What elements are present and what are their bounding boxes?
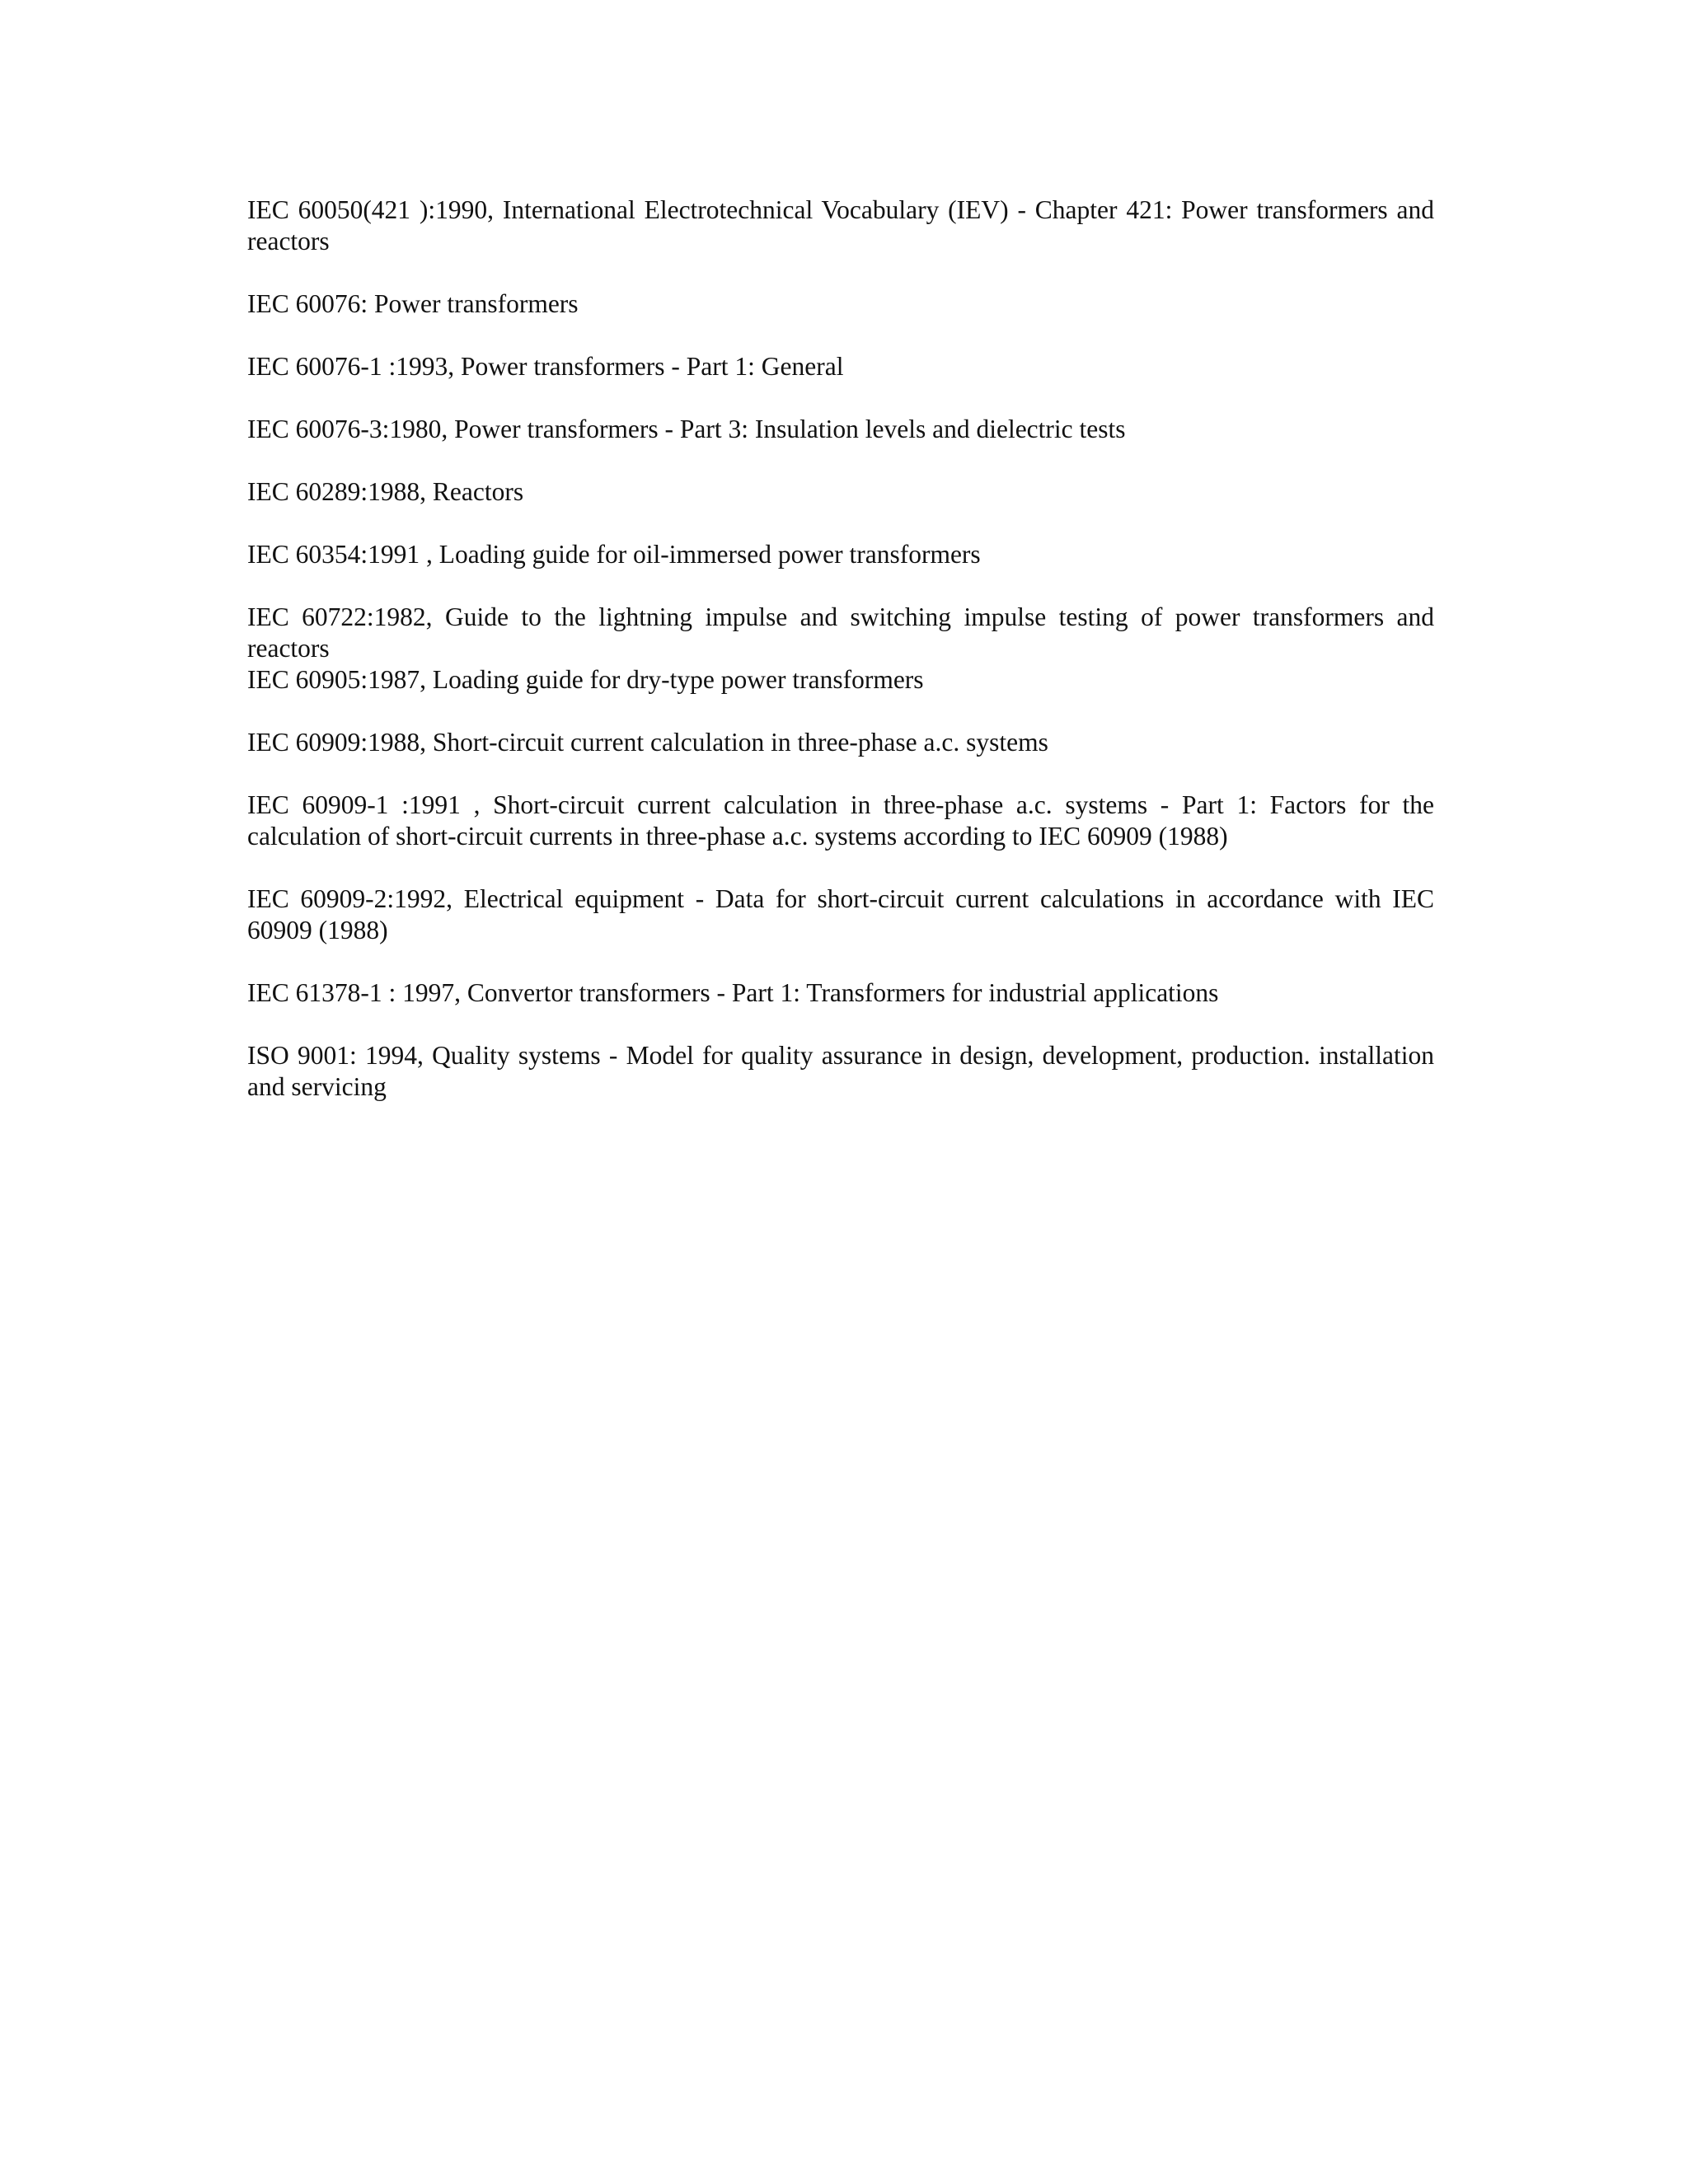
reference-item: IEC 60354:1991 , Loading guide for oil-immersed power transformers xyxy=(247,540,981,569)
reference-item: IEC 61378-1 : 1997, Convertor transformers - Part 1: Transformers for industrial applications xyxy=(247,978,1219,1007)
reference-item: IEC 60722:1982, Guide to the lightning impulse and switching impulse testing of power transformers and reactors xyxy=(247,602,1434,663)
reference-item: IEC 60076: Power transformers xyxy=(247,289,579,318)
reference-item: IEC 60909:1988, Short-circuit current calculation in three-phase a.c. systems xyxy=(247,728,1048,757)
reference-item: IEC 60076-1 :1993, Power transformers - Part 1: General xyxy=(247,352,844,381)
reference-item: IEC 60905:1987, Loading guide for dry-type power transformers xyxy=(247,665,924,694)
reference-item: IEC 60050(421 ):1990, International Electrotechnical Vocabulary (IEV) - Chapter 421: Power transformers and reactors xyxy=(247,195,1434,255)
reference-item: IEC 60909-1 :1991 , Short-circuit current calculation in three-phase a.c. systems - Part 1: Factors for the calculation of short-circuit currents in three-phase a.c. systems according to IEC 60909 (1988) xyxy=(247,790,1434,851)
reference-item: ISO 9001: 1994, Quality systems - Model for quality assurance in design, development, production. installation and servicing xyxy=(247,1041,1434,1101)
reference-item: IEC 60909-2:1992, Electrical equipment - Data for short-circuit current calculations in accordance with IEC 60909 (1988) xyxy=(247,884,1434,944)
reference-item: IEC 60289:1988, Reactors xyxy=(247,477,524,506)
reference-list xyxy=(247,194,1434,1134)
reference-item: IEC 60076-3:1980, Power transformers - Part 3: Insulation levels and dielectric tests xyxy=(247,415,1126,443)
